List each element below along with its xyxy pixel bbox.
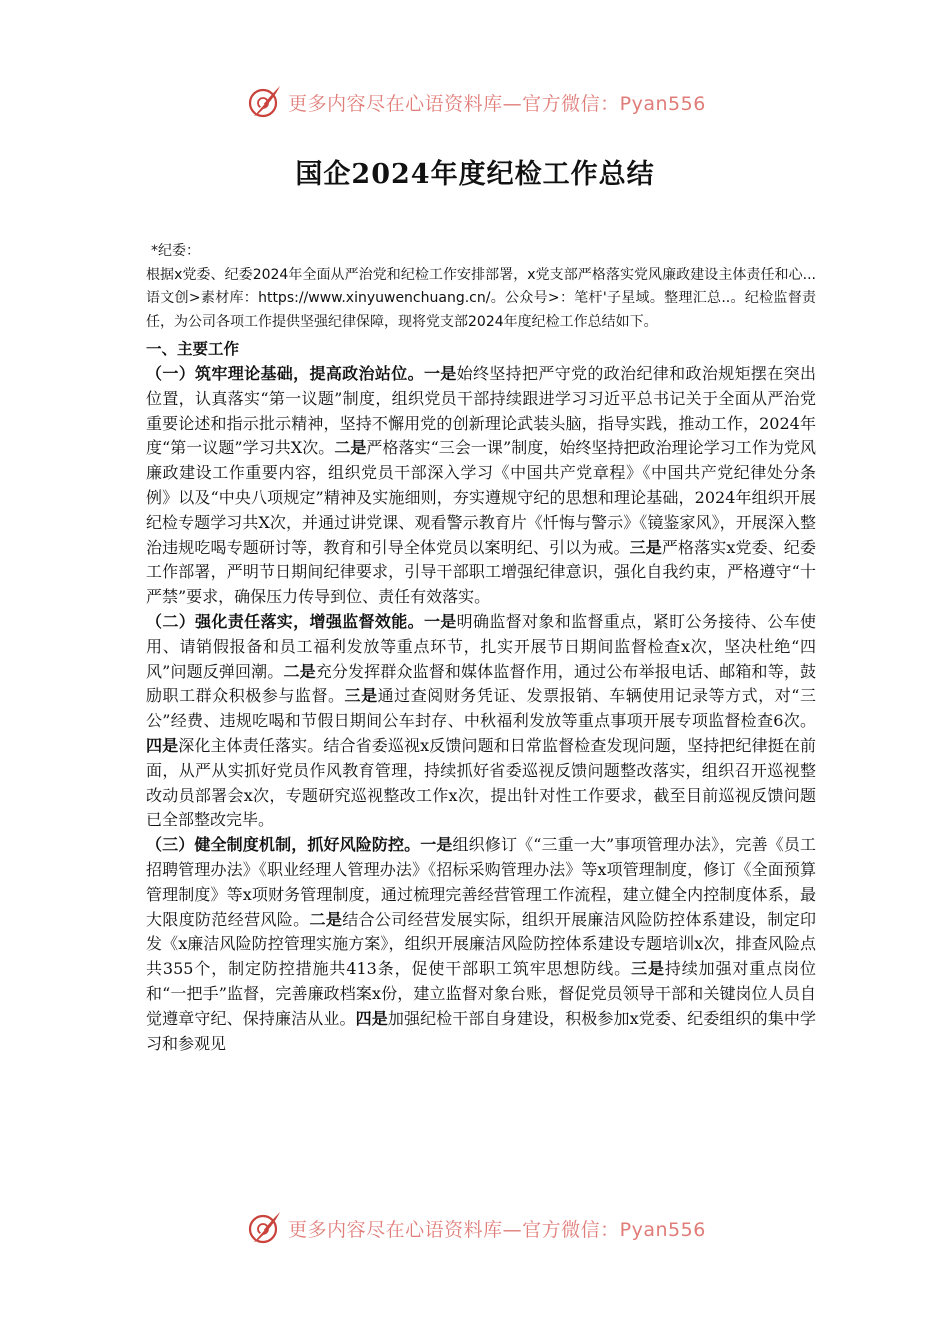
section-heading: 一、主要工作 [146, 340, 240, 358]
watermark-text: 更多内容尽在心语资料库—官方微信：Pyan556 [288, 92, 706, 115]
paragraph-1 [146, 362, 816, 610]
bold-run: 三是 [629, 537, 662, 557]
bold-run: 二是 [334, 438, 367, 458]
text-run: 持续加强对重点岗位和“一把手”监督，完善廉政档案x份，建立监督对象台账，督促党员领导干部和关键岗位人员自觉遵章守纪、保持廉洁从业。 [146, 959, 816, 1028]
text-run: 充分发挥群众监督和媒体监督作用，通过公布举报电话、邮箱和等，鼓励职工群众积极参与监督。 [146, 661, 816, 706]
text-run: 组织修订《“三重一大”事项管理办法》，完善《员工招聘管理办法》《职业经理人管理办法》《招标采购管理办法》等x项管理制度，修订《全面预算管理制度》等x项财务管理制度，通过梳理完善经营管理工作流程，建立健全内控制度体系，最大限度防范经营风险。 [146, 835, 816, 929]
bold-run: 二是 [309, 909, 343, 929]
lead-recipient: *纪委： [151, 243, 200, 259]
document-body [146, 240, 816, 1056]
watermark-text: 更多内容尽在心语资料库—官方微信：Pyan556 [288, 1218, 706, 1241]
text-run: 通过查阅财务凭证、发票报销、车辆使用记录等方式，对“三公”经费、违规吃喝和节假日期间公车封存、中秋福利发放等重点事项开展专项监督检查6次。 [146, 686, 816, 731]
quill-seal-icon [244, 82, 284, 122]
text-run: 加强纪检干部自身建设，积极参加x党委、纪委组织的集中学习和参观见 [146, 1008, 816, 1053]
text-run: 明确监督对象和监督重点，紧盯公务接待、公车使用、请销假报备和员工福利发放等重点环节，扎实开展节日期间监督检查x次，坚决杜绝“四风”问题反弹回潮。 [146, 611, 816, 681]
bold-run: 三是 [344, 686, 378, 706]
watermark-banner-top [0, 82, 950, 122]
text-run: 结合公司经营发展实际，组织开展廉洁风险防控体系建设，制定印发《x廉洁风险防控管理实施方案》，组织开展廉洁风险防控体系建设专题培训x次，排查风险点共355个，制定防控措施共413条，促使干部职工筑牢思想防线。 [146, 909, 816, 979]
bold-run: （一）筑牢理论基础，提高政治站位。 [146, 364, 424, 383]
text-run: 严格落实x党委、纪委工作部署，严明节日期间纪律要求，引导干部职工增强纪律意识，强化自我约束，严格遵守“十严禁”要求，确保压力传导到位、责任有效落实。 [146, 537, 816, 607]
bold-run: 三是 [631, 959, 665, 979]
paragraph-2 [146, 610, 816, 833]
text-run: 始终坚持把严守党的政治纪律和政治规矩摆在突出位置，认真落实“第一议题”制度，组织党员干部持续跟进学习习近平总书记关于全面从严治党重要论述和指示批示精神，坚持不懈用党的创新理论武装头脑，指导实践，推动工作，2024年度“第一议题”学习共X次。 [146, 364, 816, 458]
bold-run: 四是 [146, 735, 179, 755]
bold-run: （二）强化责任落实，增强监督效能。 [146, 611, 424, 631]
bold-run: 四是 [355, 1008, 388, 1028]
quill-seal-icon [244, 1208, 284, 1248]
document-title: 国企2024年度纪检工作总结 [295, 159, 655, 190]
bold-run: 一是 [420, 835, 453, 855]
bold-run: 一是 [423, 364, 457, 383]
paragraph-3 [146, 833, 816, 1056]
bold-run: 二是 [283, 661, 316, 681]
watermark-banner-bottom [0, 1208, 950, 1248]
bold-run: 一是 [423, 611, 457, 631]
lead-intro: 根据x党委、纪委2024年全面从严治党和纪检工作安排部署，x党支部严格落实党风廉政建设主体责任和心...语文创>素材库：https://www.xinyuwenchuang.cn/。公众号>：笔杆'子星域。整理汇总..。纪检监督责任，为公司各项工作提供坚强纪律保障，现将党支部2024年度纪检工作总结如下。 [146, 266, 816, 330]
text-run: 严格落实“三会一课”制度，始终坚持把政治理论学习工作为党风廉政建设工作重要内容，组织党员干部深入学习《中国共产党章程》《中国共产党纪律处分条例》以及“中央八项规定”精神及实施细则，夯实遵规守纪的思想和理论基础，2024年组织开展纪检专题学习共X次，并通过讲党课、观看警示教育片《忏悔与警示》《镜鉴家风》，开展深入整治违规吃喝专题研讨等，教育和引导全体党员以案明纪、引以为戒。 [146, 438, 816, 557]
bold-run: （三）健全制度机制，抓好风险防控。 [146, 835, 421, 855]
text-run: 深化主体责任落实。结合省委巡视x反馈问题和日常监督检查发现问题，坚持把纪律挺在前面，从严从实抓好党员作风教育管理，持续抓好省委巡视反馈问题整改落实，组织召开巡视整改动员部署会x次，专题研究巡视整改工作x次，提出针对性工作要求，截至目前巡视反馈问题已全部整改完毕。 [146, 735, 816, 830]
